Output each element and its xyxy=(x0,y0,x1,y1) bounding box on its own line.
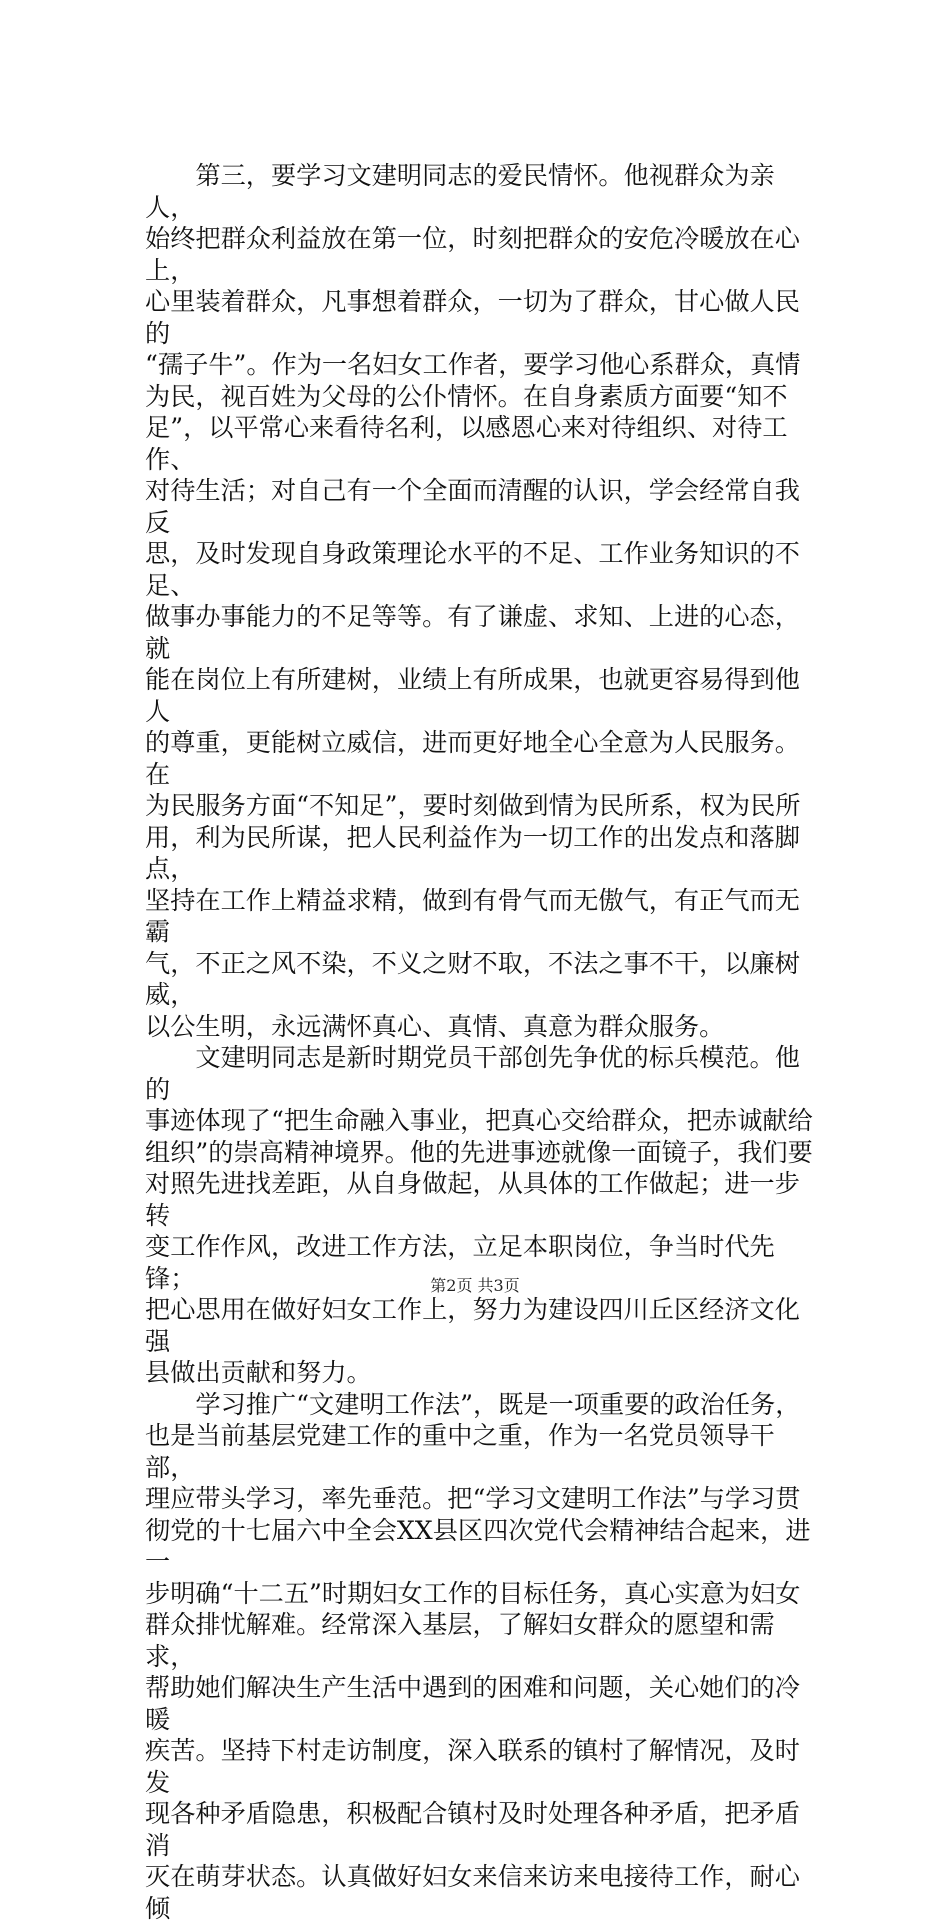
page-footer: 第2页 共3页 xyxy=(0,1276,950,1296)
paragraph-love-for-people: 第三，要学习文建明同志的爱民情怀。他视群众为亲人， 始终把群众利益放在第一位，时刻把群众的安危冷暖放在心上， 心里装着群众，凡事想着群众，一切为了群众，甘心做人民的 “孺子牛”。作为一名妇女工作者，要学习他心系群众，真情 为民，视百姓为父母的公仆情怀。在自身素质方面要“知不 足”，以平常心来看待名利，以感恩心来对待组织、对待工作、 对待生活；对自己有一个全面而清醒的认识，学会经常自我反 思，及时发现自身政策理论水平的不足、工作业务知识的不足、 做事办事能力的不足等等。有了谦虚、求知、上进的心态，就 能在岗位上有所建树，业绩上有所成果，也就更容易得到他人 的尊重，更能树立威信，进而更好地全心全意为人民服务。在 为民服务方面“不知足”，要时刻做到情为民所系，权为民所 用，利为民所谋，把人民利益作为一切工作的出发点和落脚点， 坚持在工作上精益求精，做到有骨气而无傲气，有正气而无霸 气，不正之风不染，不义之财不取，不法之事不干，以廉树威， 以公生明，永远满怀真心、真情、真意为群众服务。 xyxy=(145,160,815,1042)
paragraph-work-method: 学习推广“文建明工作法”，既是一项重要的政治任务， 也是当前基层党建工作的重中之重，作为一名党员领导干部， 理应带头学习，率先垂范。把“学习文建明工作法”与学习贯 彻党的十七届六中全会XX县区四次党代会精神结合起来，进一 步明确“十二五”时期妇女工作的目标任务，真心实意为妇女 群众排忧解难。经常深入基层，了解妇女群众的愿望和需求， 帮助她们解决生产生活中遇到的困难和问题，关心她们的冷暖 疾苦。坚持下村走访制度，深入联系的镇村了解情况，及时发 现各种矛盾隐患，积极配合镇村及时处理各种矛盾，把矛盾消 灭在萌芽状态。认真做好妇女来信来访来电接待工作，耐心倾 xyxy=(145,1389,815,1924)
document-body xyxy=(145,160,815,1924)
paragraph-model-example: 文建明同志是新时期党员干部创先争优的标兵模范。他的 事迹体现了“把生命融入事业，把真心交给群众，把赤诚献给 组织”的崇高精神境界。他的先进事迹就像一面镜子，我们要 对照先进找差距，从自身做起，从具体的工作做起；进一步转 变工作作风，改进工作方法，立足本职岗位，争当时代先锋； 把心思用在做好妇女工作上，努力为建设四川丘区经济文化强 县做出贡献和努力。 xyxy=(145,1042,815,1389)
